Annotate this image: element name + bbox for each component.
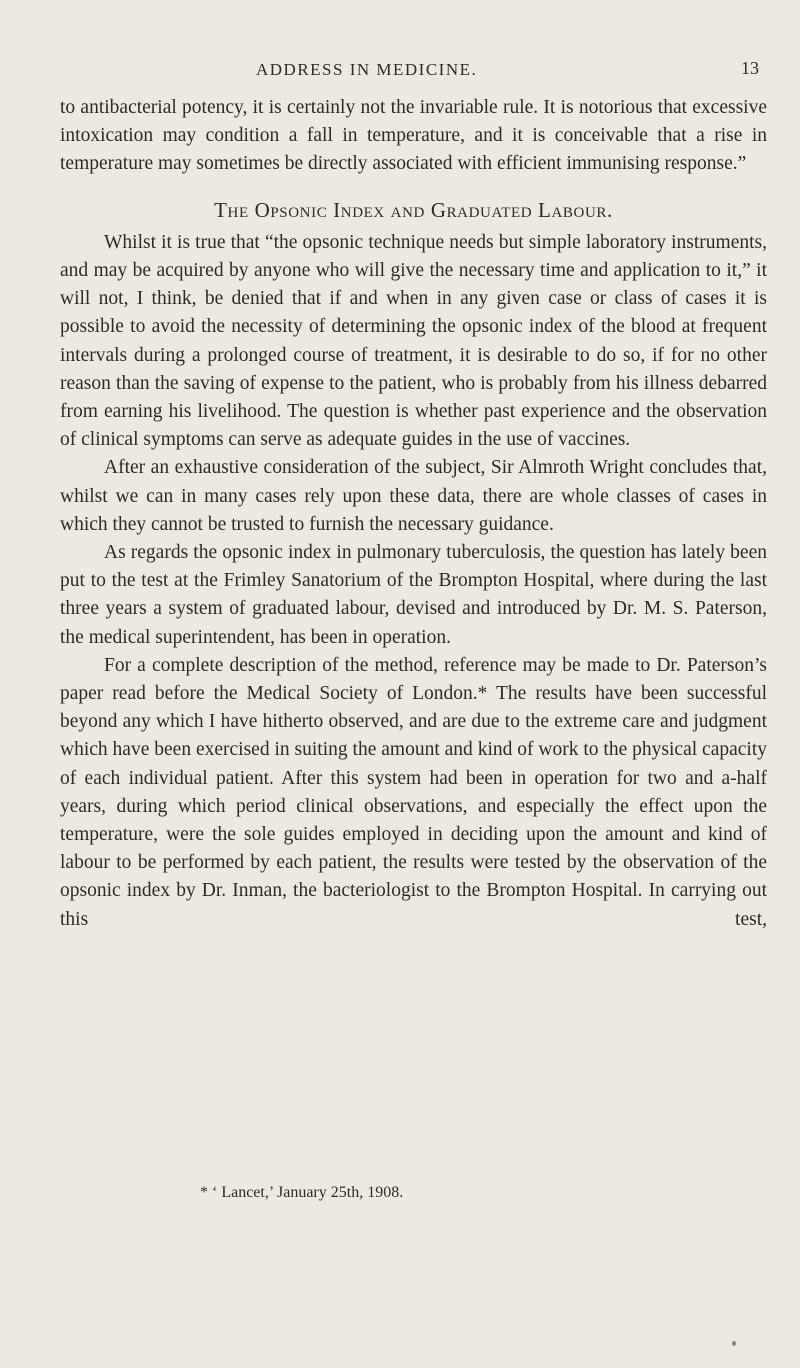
running-head: ADDRESS IN MEDICINE.: [256, 60, 478, 79]
paper-speck: [732, 1341, 736, 1346]
body-text: [60, 94, 767, 934]
paragraph: As regards the opsonic index in pulmonary tuberculosis, the question has lately been put to the test at the Frimley Sanatorium of the Brompton Hospital, where during the last three years a system of graduated labour, devised and introduced by Dr. M. S. Paterson, the medical superintendent, has been in operation.: [60, 542, 767, 648]
paragraph: Whilst it is true that “the opsonic technique needs but simple laboratory instruments, and may be acquired by anyone who will give the necessary time and application to it,” it will not, I think, be denied that if and when in any given case or class of cases it is possible to avoid the necessity of determining the opsonic index of the blood at frequent intervals during a prolonged course of treatment, it is desirable to do so, if for no other reason than the saving of expense to the patient, who is probably from his illness debarred from earning his livelihood. The question is whether past experience and the observation of clinical symptoms can serve as adequate guides in the use of vaccines.: [60, 231, 767, 451]
paragraph: For a complete description of the method, reference may be made to Dr. Paterson’s paper read before the Medical Society of London.* The results have been successful beyond any which I have hitherto observed, and are due to the extreme care and judgment which have been exercised in suiting the amount and kind of work to the physical capacity of each individual patient. After this system had been in operation for two and a-half years, during which period clinical observations, and especially the effect upon the temperature, were the sole guides employed in deciding upon the amount and kind of labour to be performed by each patient, the results were tested by the observation of the opsonic index by Dr. Inman, the bacteriologist to the Brompton Hospital. In carrying out this test,: [60, 654, 767, 930]
footnote: * ‘ Lancet,’ January 25th, 1908.: [200, 1184, 404, 1201]
section-heading: The Opsonic Index and Graduated Labour.: [214, 197, 613, 222]
paragraph: After an exhaustive consideration of the subject, Sir Almroth Wright concludes that, whilst we can in many cases rely upon these data, there are whole classes of cases in which they cannot be trusted to furnish the necessary guidance.: [60, 457, 767, 535]
page-number: 13: [741, 58, 759, 78]
paragraph-continued: to antibacterial potency, it is certainly not the invariable rule. It is notorious that excessive intoxication may condition a fall in temperature, and it is conceivable that a rise in temperature may sometimes be directly associated with efficient immunising response.”: [60, 97, 767, 175]
